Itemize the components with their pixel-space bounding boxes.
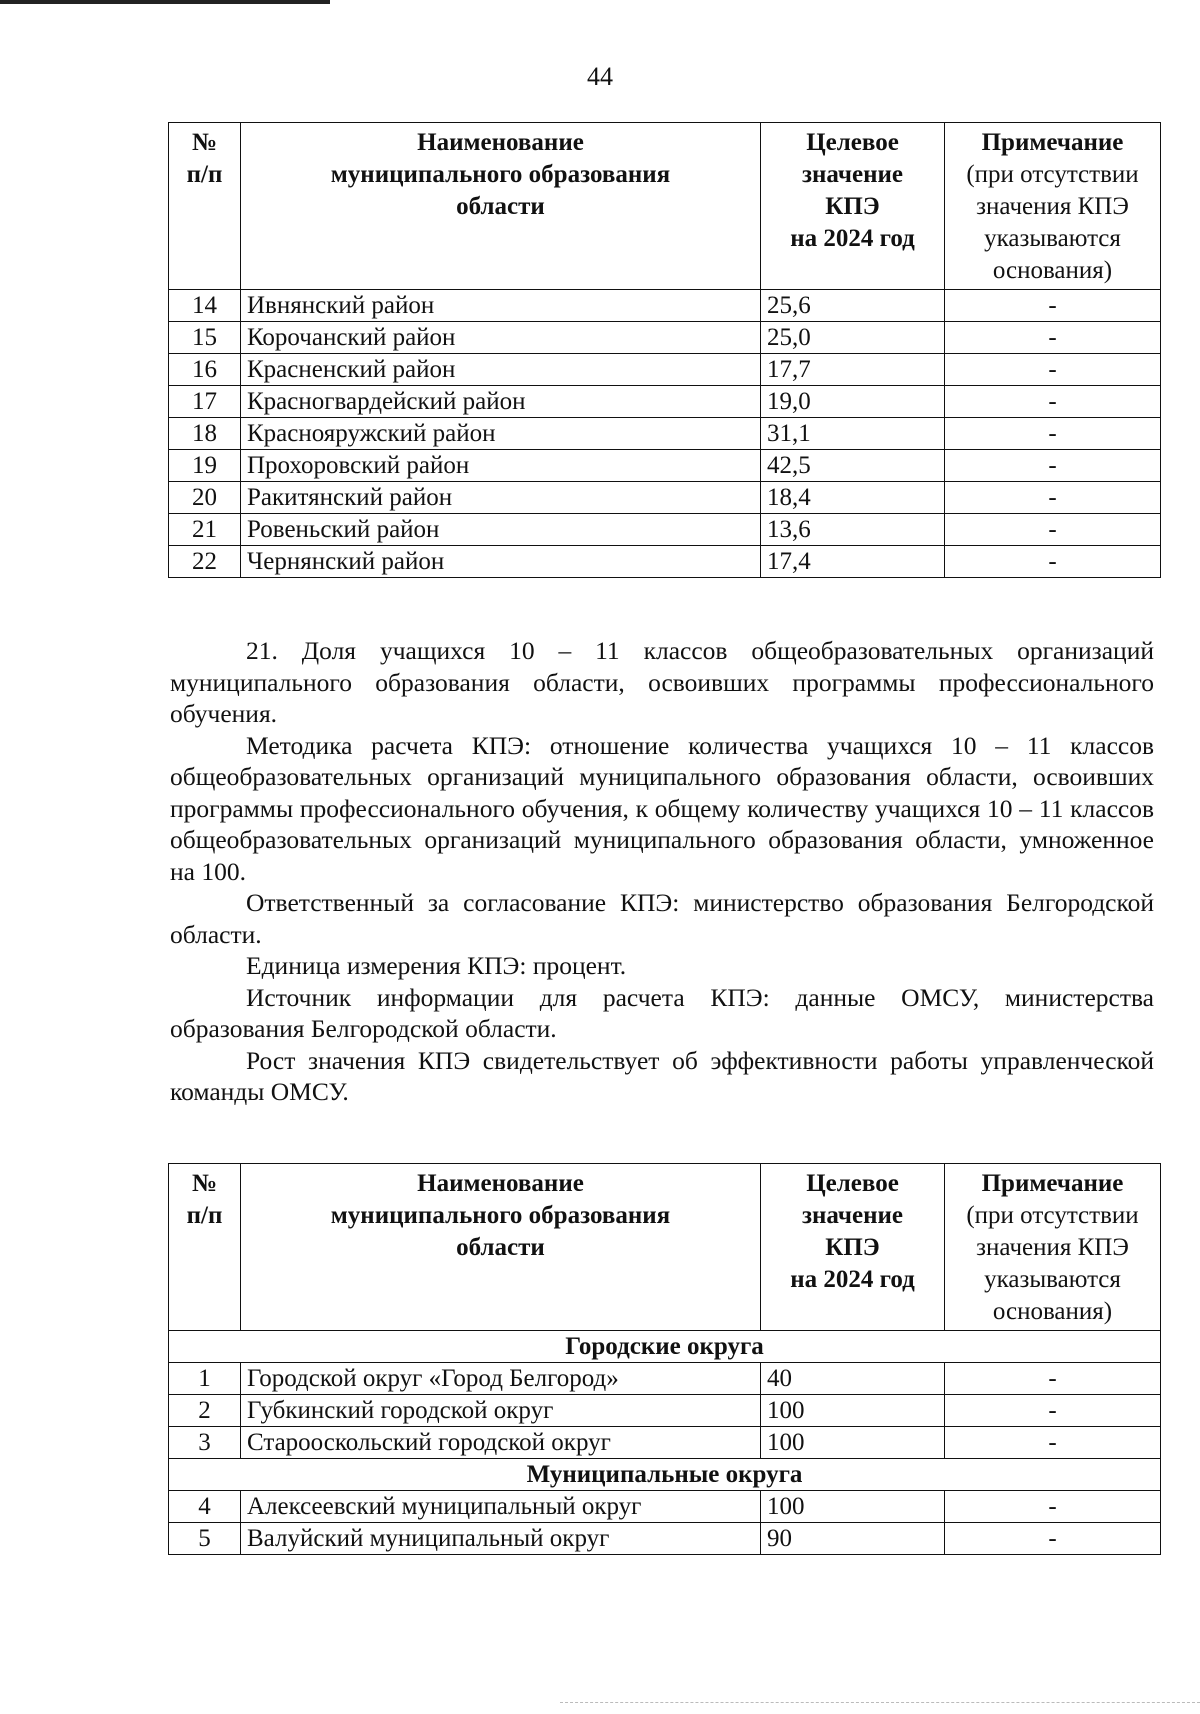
table2-group2-header: [169, 1459, 1161, 1491]
note-cell: -: [945, 354, 1161, 386]
target-value: 17,4: [761, 546, 945, 578]
header-value: Целевое значение КПЭ на 2024 год: [761, 1164, 945, 1331]
target-value: 13,6: [761, 514, 945, 546]
target-value: 19,0: [761, 386, 945, 418]
kpe-table-continued: [168, 122, 1161, 578]
note-cell: -: [945, 1395, 1161, 1427]
table2-group2-body: [169, 1491, 1161, 1555]
target-value: 100: [761, 1395, 945, 1427]
table-row: [169, 450, 1161, 482]
municipality-name: Корочанский район: [241, 322, 761, 354]
group-row-municipal: [169, 1459, 1161, 1491]
table-row: [169, 482, 1161, 514]
table2-body: [169, 1331, 1161, 1363]
table-header-row: [169, 123, 1161, 290]
row-number: 21: [169, 514, 241, 546]
group-title-urban: Городские округа: [169, 1331, 1161, 1363]
table-row: [169, 1363, 1161, 1395]
group-title-municipal: Муниципальные округа: [169, 1459, 1161, 1491]
header-note-title: Примечание: [981, 129, 1124, 156]
table-header-row: [169, 1164, 1161, 1331]
municipality-name: Городской округ «Город Белгород»: [241, 1363, 761, 1395]
municipality-name: Валуйский муниципальный округ: [241, 1523, 761, 1555]
source-paragraph: Источник информации для расчета КПЭ: данные ОМСУ, министерства образования Белгородской области.: [170, 982, 1154, 1043]
municipality-name: Ровеньский район: [241, 514, 761, 546]
municipality-name: Чернянский район: [241, 546, 761, 578]
table-row: [169, 1491, 1161, 1523]
row-number: 17: [169, 386, 241, 418]
table-row: [169, 290, 1161, 322]
target-value: 42,5: [761, 450, 945, 482]
row-number: 3: [169, 1427, 241, 1459]
header-note-title: Примечание: [981, 1170, 1124, 1197]
unit-paragraph: Единица измерения КПЭ: процент.: [246, 951, 627, 980]
row-number: 14: [169, 290, 241, 322]
scan-edge-mark: [0, 0, 330, 4]
row-number: 4: [169, 1491, 241, 1523]
note-cell: -: [945, 482, 1161, 514]
note-cell: -: [945, 418, 1161, 450]
growth-paragraph: Рост значения КПЭ свидетельствует об эффективности работы управленческой команды ОМСУ.: [170, 1045, 1154, 1106]
municipality-name: Красненский район: [241, 354, 761, 386]
municipality-name: Алексеевский муниципальный округ: [241, 1491, 761, 1523]
row-number: 16: [169, 354, 241, 386]
note-cell: -: [945, 1523, 1161, 1555]
header-name: Наименование муниципального образования области: [241, 123, 761, 290]
target-value: 31,1: [761, 418, 945, 450]
table2-group1-body: [169, 1363, 1161, 1459]
municipality-name: Старооскольский городской округ: [241, 1427, 761, 1459]
table1-body: [169, 290, 1161, 578]
note-cell: -: [945, 322, 1161, 354]
header-note: [945, 123, 1161, 290]
municipality-name: Краснояружский район: [241, 418, 761, 450]
row-number: 2: [169, 1395, 241, 1427]
municipality-name: Ракитянский район: [241, 482, 761, 514]
row-number: 15: [169, 322, 241, 354]
scan-bottom-edge: [560, 1702, 1200, 1703]
note-cell: -: [945, 1427, 1161, 1459]
responsible-paragraph: Ответственный за согласование КПЭ: министерство образования Белгородской области.: [170, 888, 1154, 949]
header-note-body: (при отсутствии значения КПЭ указываются основания): [966, 161, 1139, 284]
note-cell: -: [945, 450, 1161, 482]
municipality-name: Ивнянский район: [241, 290, 761, 322]
table-row: [169, 1427, 1161, 1459]
municipality-name: Красногвардейский район: [241, 386, 761, 418]
row-number: 5: [169, 1523, 241, 1555]
indicator-description: [170, 635, 1154, 1108]
header-name: Наименование муниципального образования области: [241, 1164, 761, 1331]
row-number: 22: [169, 546, 241, 578]
target-value: 25,0: [761, 322, 945, 354]
page-number: 44: [587, 62, 613, 91]
note-cell: -: [945, 546, 1161, 578]
table-row: [169, 386, 1161, 418]
table-row: [169, 514, 1161, 546]
row-number: 20: [169, 482, 241, 514]
target-value: 100: [761, 1427, 945, 1459]
header-num: № п/п: [169, 1164, 241, 1331]
indicator-title: 21. Доля учащихся 10 – 11 классов общеобразовательных организаций муниципального образования области, освоивших программы профессионального обучения.: [170, 636, 1154, 728]
table-row: [169, 354, 1161, 386]
target-value: 100: [761, 1491, 945, 1523]
table-row: [169, 546, 1161, 578]
note-cell: -: [945, 1491, 1161, 1523]
table-row: [169, 418, 1161, 450]
row-number: 1: [169, 1363, 241, 1395]
kpe-table-21: [168, 1163, 1161, 1555]
municipality-name: Прохоровский район: [241, 450, 761, 482]
target-value: 90: [761, 1523, 945, 1555]
row-number: 18: [169, 418, 241, 450]
table-row: [169, 1395, 1161, 1427]
target-value: 18,4: [761, 482, 945, 514]
methodology-paragraph: Методика расчета КПЭ: отношение количества учащихся 10 – 11 классов общеобразовательных организаций муниципального образования области, освоивших программы профессионального обучения, к общему количеству учащихся 10 – 11 классов общеобразовательных организаций муниципального образования области, умноженное на 100.: [170, 730, 1154, 886]
note-cell: -: [945, 514, 1161, 546]
row-number: 19: [169, 450, 241, 482]
note-cell: -: [945, 386, 1161, 418]
group-row-urban: [169, 1331, 1161, 1363]
header-num: № п/п: [169, 123, 241, 290]
table-row: [169, 1523, 1161, 1555]
table-row: [169, 322, 1161, 354]
header-note: [945, 1164, 1161, 1331]
header-note-body: (при отсутствии значения КПЭ указываются основания): [966, 1202, 1139, 1325]
note-cell: -: [945, 290, 1161, 322]
target-value: 25,6: [761, 290, 945, 322]
note-cell: -: [945, 1363, 1161, 1395]
municipality-name: Губкинский городской округ: [241, 1395, 761, 1427]
target-value: 17,7: [761, 354, 945, 386]
target-value: 40: [761, 1363, 945, 1395]
header-value: Целевое значение КПЭ на 2024 год: [761, 123, 945, 290]
